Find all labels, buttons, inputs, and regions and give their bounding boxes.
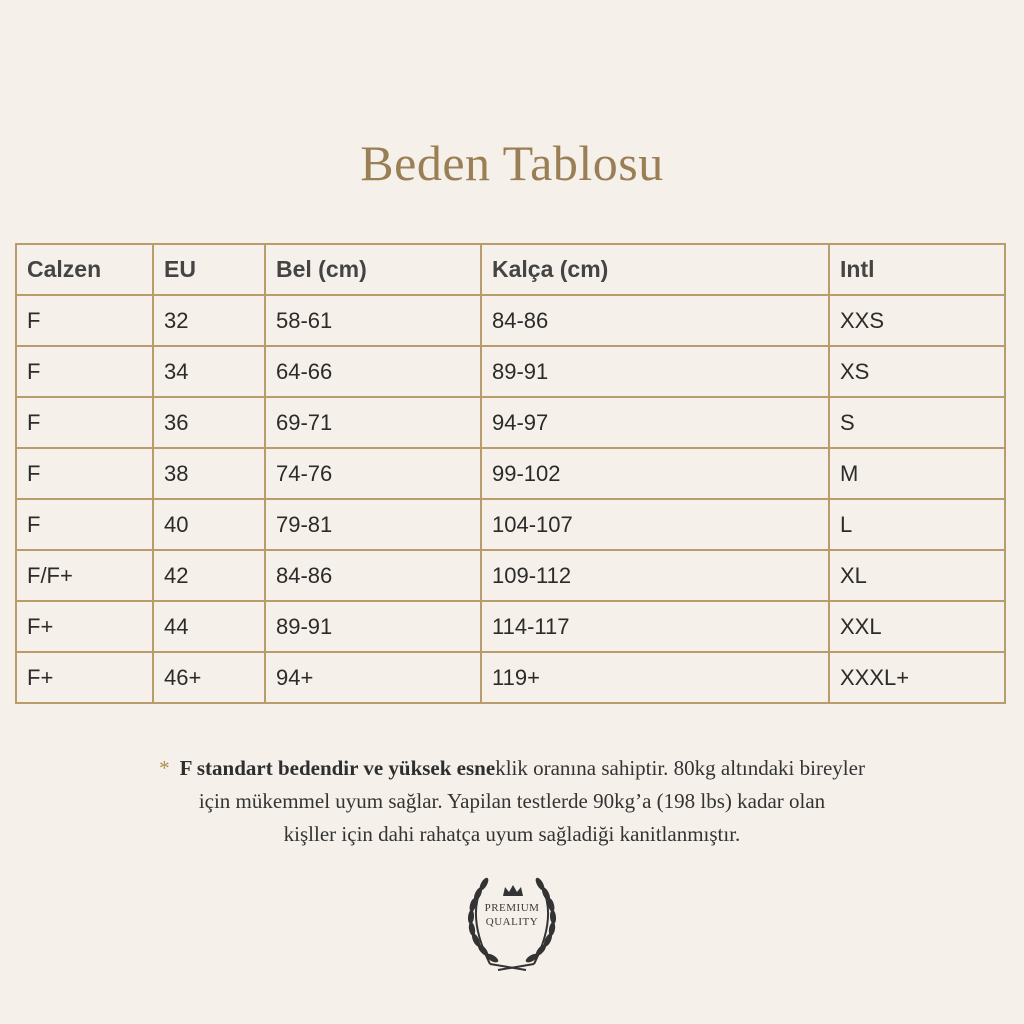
table-row [16, 652, 1005, 703]
cell-calzen: F [16, 448, 153, 499]
cell-eu: 44 [153, 601, 265, 652]
table-row [16, 346, 1005, 397]
note-line-2: için mükemmel uyum sağlar. Yapilan testlerde 90kg’a (198 lbs) kadar olan [198, 789, 826, 813]
size-note [40, 752, 984, 851]
cell-hip: 99-102 [481, 448, 829, 499]
asterisk-icon: * [159, 756, 170, 780]
cell-waist: 69-71 [265, 397, 481, 448]
cell-calzen: F [16, 397, 153, 448]
cell-hip: 84-86 [481, 295, 829, 346]
cell-waist: 58-61 [265, 295, 481, 346]
note-line-3: kişller için dahi rahatça uyum sağladiği kanitlanmıştır. [283, 822, 741, 846]
size-table [15, 243, 1006, 704]
cell-waist: 89-91 [265, 601, 481, 652]
note-bold-text: F standart bedendir ve yüksek esne [179, 756, 496, 780]
table-row [16, 397, 1005, 448]
cell-calzen: F+ [16, 652, 153, 703]
premium-quality-badge [456, 872, 568, 972]
table-row [16, 550, 1005, 601]
table-row [16, 448, 1005, 499]
cell-hip: 94-97 [481, 397, 829, 448]
header-waist: Bel (cm) [265, 244, 481, 295]
cell-intl: XXXL+ [829, 652, 1005, 703]
cell-waist: 84-86 [265, 550, 481, 601]
cell-calzen: F [16, 499, 153, 550]
cell-eu: 42 [153, 550, 265, 601]
cell-waist: 64-66 [265, 346, 481, 397]
header-eu: EU [153, 244, 265, 295]
cell-intl: XXS [829, 295, 1005, 346]
cell-eu: 32 [153, 295, 265, 346]
note-line-1 [40, 752, 984, 785]
cell-waist: 74-76 [265, 448, 481, 499]
cell-hip: 104-107 [481, 499, 829, 550]
table-header-row [16, 244, 1005, 295]
cell-intl: L [829, 499, 1005, 550]
cell-hip: 89-91 [481, 346, 829, 397]
crown-icon [502, 884, 524, 898]
table-row [16, 601, 1005, 652]
badge-line-1: PREMIUM [484, 902, 540, 914]
header-intl: Intl [829, 244, 1005, 295]
cell-hip: 109-112 [481, 550, 829, 601]
badge-line-2: QUALITY [485, 916, 539, 928]
header-calzen: Calzen [16, 244, 153, 295]
page-title: Beden Tablosu [360, 135, 664, 191]
cell-calzen: F [16, 295, 153, 346]
cell-eu: 46+ [153, 652, 265, 703]
table-row [16, 499, 1005, 550]
cell-calzen: F [16, 346, 153, 397]
cell-hip: 119+ [481, 652, 829, 703]
cell-eu: 34 [153, 346, 265, 397]
cell-calzen: F+ [16, 601, 153, 652]
cell-waist: 79-81 [265, 499, 481, 550]
cell-intl: XS [829, 346, 1005, 397]
header-hip: Kalça (cm) [481, 244, 829, 295]
cell-waist: 94+ [265, 652, 481, 703]
cell-eu: 38 [153, 448, 265, 499]
cell-intl: M [829, 448, 1005, 499]
cell-calzen: F/F+ [16, 550, 153, 601]
cell-hip: 114-117 [481, 601, 829, 652]
table-row [16, 295, 1005, 346]
cell-eu: 40 [153, 499, 265, 550]
cell-intl: XXL [829, 601, 1005, 652]
cell-intl: S [829, 397, 1005, 448]
note-line-1-rest: klik oranına sahiptir. 80kg altındaki bireyler [495, 756, 865, 780]
cell-eu: 36 [153, 397, 265, 448]
cell-intl: XL [829, 550, 1005, 601]
